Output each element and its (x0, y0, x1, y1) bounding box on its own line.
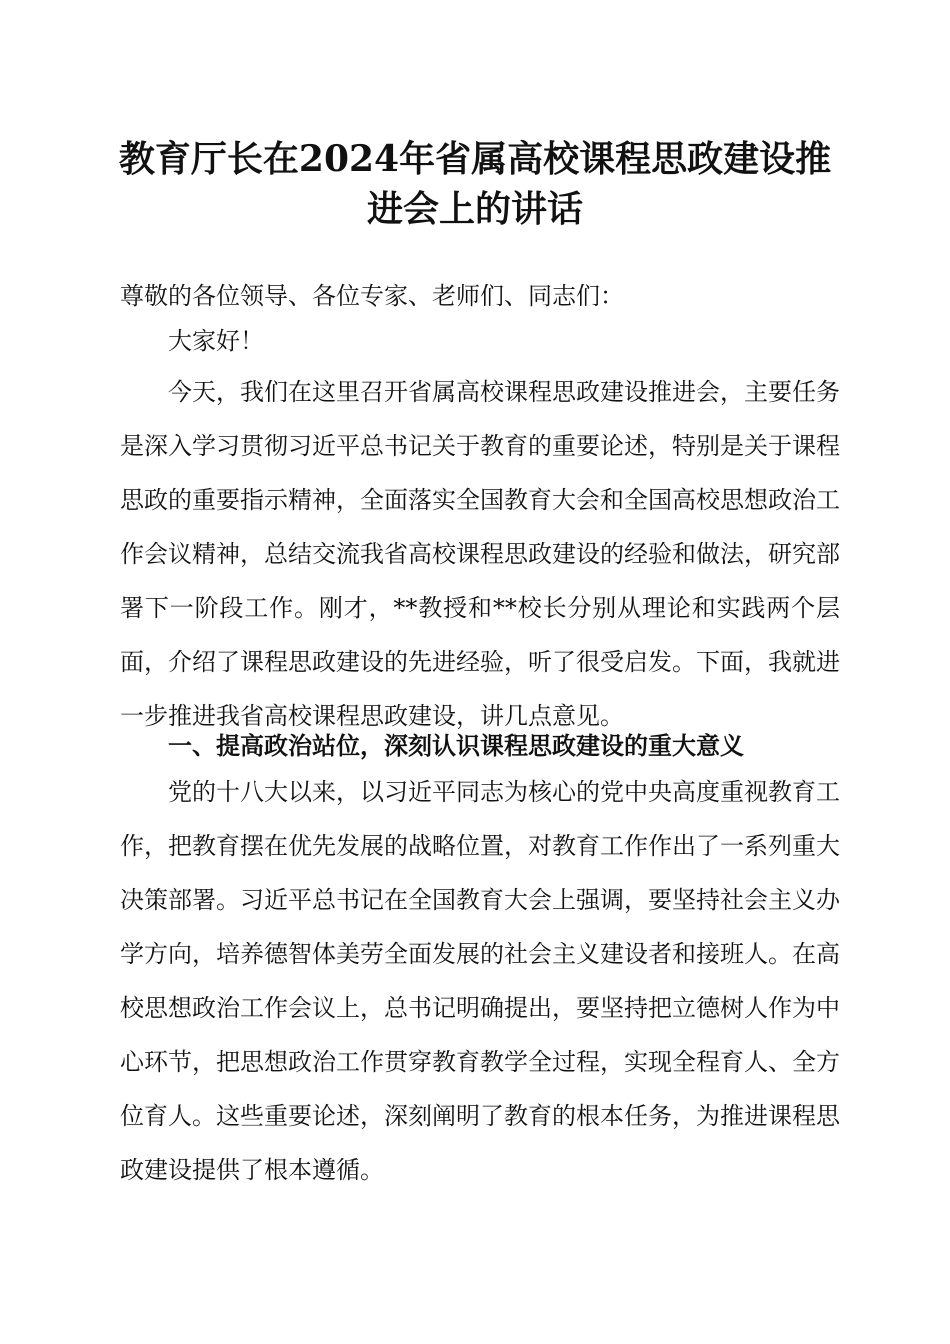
paragraph-intro: 今天，我们在这里召开省属高校课程思政建设推进会，主要任务是深入学习贯彻习近平总书记关于教育的重要论述，特别是关于课程思政的重要指示精神，全面落实全国教育大会和全国高校思想政治工作会议精神，总结交流我省高校课程思政建设的经验和做法，研究部署下一阶段工作。刚才，**教授和**校长分别从理论和实践两个层面，介绍了课程思政建设的先进经验，听了很受启发。下面，我就进一步推进我省高校课程思政建设，讲几点意见。 (120, 378, 840, 730)
section-heading-1: 一、提高政治站位，深刻认识课程思政建设的重大意义 (168, 732, 744, 760)
document-title-line-2: 进会上的讲话 (366, 188, 583, 230)
document-title-line-1: 教育厅长在2024年省属高校课程思政建设推 (118, 138, 832, 180)
greeting: 大家好！ (168, 327, 264, 355)
paragraph-section-1: 党的十八大以来，以习近平同志为核心的党中央高度重视教育工作，把教育摆在优先发展的战略位置，对教育工作作出了一系列重大决策部署。习近平总书记在全国教育大会上强调，要坚持社会主义办学方向，培养德智体美劳全面发展的社会主义建设者和接班人。在高校思想政治工作会议上，总书记明确提出，要坚持把立德树人作为中心环节，把思想政治工作贯穿教育教学全过程，实现全程育人、全方位育人。这些重要论述，深刻阐明了教育的根本任务，为推进课程思政建设提供了根本遵循。 (120, 778, 840, 1184)
salutation: 尊敬的各位领导、各位专家、老师们、同志们： (120, 282, 624, 310)
